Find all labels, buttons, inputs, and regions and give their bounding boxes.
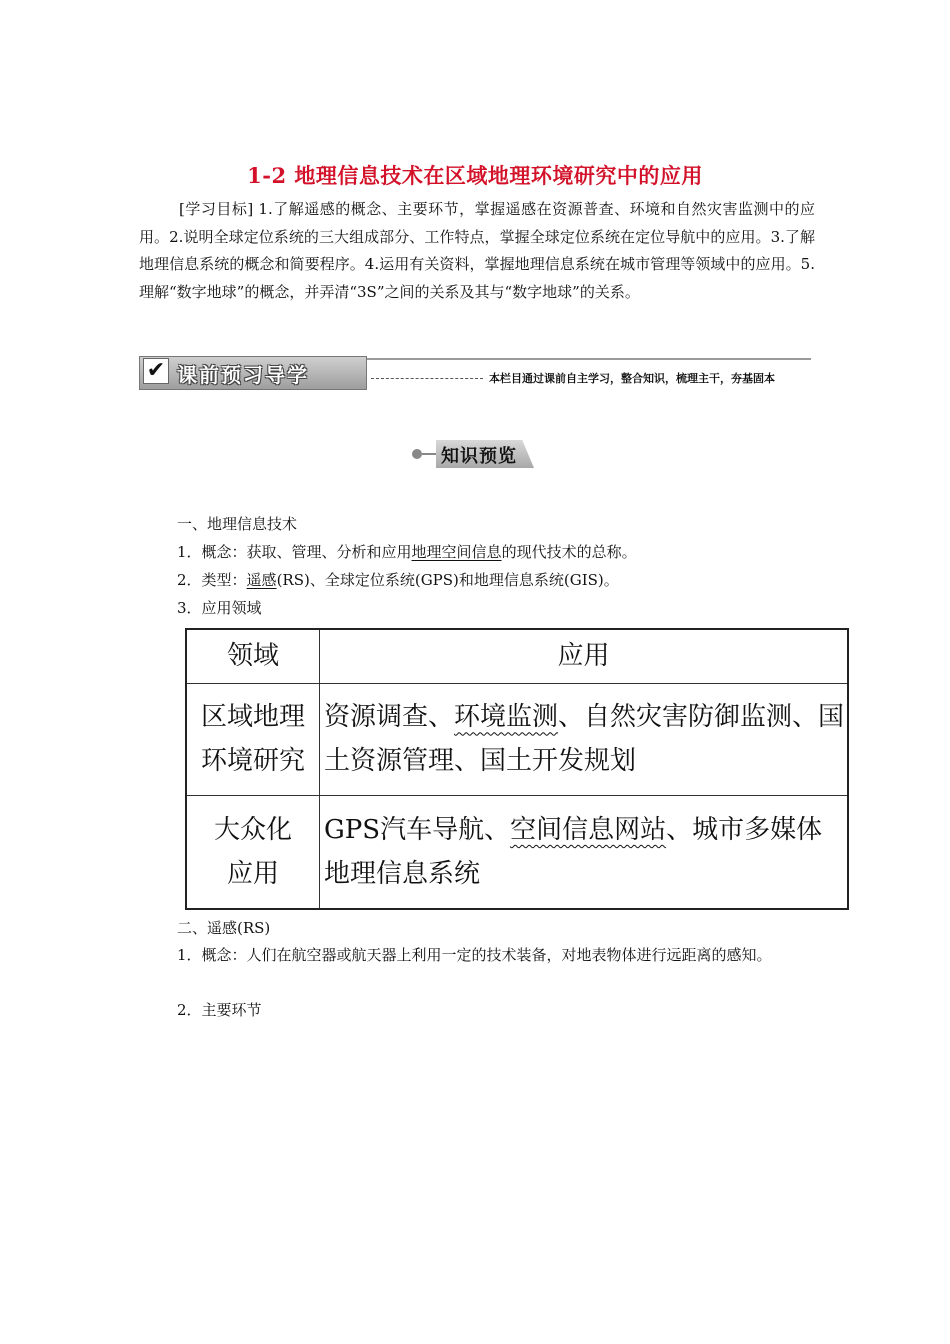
concept-answer: 地理空间信息 (411, 543, 502, 561)
row1-app-c: 、自然灾害防御监测、国土资源管理、国土开发规划 (324, 702, 845, 777)
page-title: 1-2 地理信息技术在区域地理环境研究中的应用 (247, 163, 703, 188)
application-table (185, 628, 849, 910)
tag-connector (422, 453, 436, 455)
tag-label: 知识预览 (441, 446, 517, 467)
row1-app-sep: 、 (428, 702, 455, 733)
row1-field (186, 683, 320, 796)
section-tag (408, 438, 538, 470)
row2-field-line2: 应用 (226, 859, 279, 890)
learning-objectives: [学习目标] 1.了解遥感的概念、主要环节，掌握遥感在资源普查、环境和自然灾害监测中的应用。2.说明全球定位系统的三大组成部分、工作特点，掌握全球定位系统在定位导航中的应用。3.了解地理信息系统的概念和简要程序。4.运用有关资料，掌握地理信息系统在城市管理等领域中的应用。5.理解“数字地球”的概念，并弄清“3S”之间的关系及其与“数字地球”的关系。 (139, 200, 815, 301)
rs-concept: 1．概念：人们在航空器或航天器上利用一定的技术装备，对地表物体进行远距离的感知。 (177, 946, 772, 964)
check-icon: ✔ (143, 358, 169, 384)
section-banner (139, 354, 811, 394)
table-header-row (186, 629, 848, 683)
steps-heading: 2．主要环节 (177, 1001, 262, 1019)
row1-application (320, 683, 849, 796)
section2-heading: 二、遥感(RS) (177, 919, 271, 937)
types-answer: 遥感 (246, 571, 277, 589)
row2-app-a: GPS汽车导航、 (324, 815, 511, 846)
table-row (186, 796, 848, 909)
row2-app-answer: 空间信息网站 (510, 815, 667, 846)
types-prefix: 2．类型： (177, 571, 247, 589)
banner-rule (367, 358, 811, 360)
header-application: 应用 (320, 629, 849, 683)
fields-heading: 3．应用领域 (177, 599, 262, 617)
row1-app-answer: 环境监测 (454, 702, 559, 733)
row1-field-line1: 区域地理 (200, 702, 305, 733)
concept-prefix: 1．概念：获取、管理、分析和应用 (177, 543, 412, 561)
bullet-dot-icon (412, 449, 422, 459)
concept-suffix: 的现代技术的总称。 (501, 543, 637, 561)
row2-field (186, 796, 320, 909)
table-row (186, 683, 848, 796)
types-suffix: (RS)、全球定位系统(GPS)和地理信息系统(GIS)。 (276, 571, 619, 589)
banner-note: 本栏目通过课前自主学习，整合知识，梳理主干，夯基固本 (489, 372, 775, 385)
header-field: 领域 (186, 629, 320, 683)
row2-application (320, 796, 849, 909)
row2-field-line1: 大众化 (213, 815, 292, 846)
types-line (177, 570, 619, 590)
banner-label: 课前预习导学 (177, 363, 309, 387)
concept-line (177, 542, 637, 562)
banner-dashed-line (371, 378, 483, 379)
section1-heading: 一、地理信息技术 (177, 515, 298, 533)
row1-app-a: 资源调查 (324, 702, 429, 733)
row1-field-line2: 环境研究 (200, 746, 305, 777)
row2-app-c: 、城市多媒体地理信息系统 (324, 815, 823, 890)
